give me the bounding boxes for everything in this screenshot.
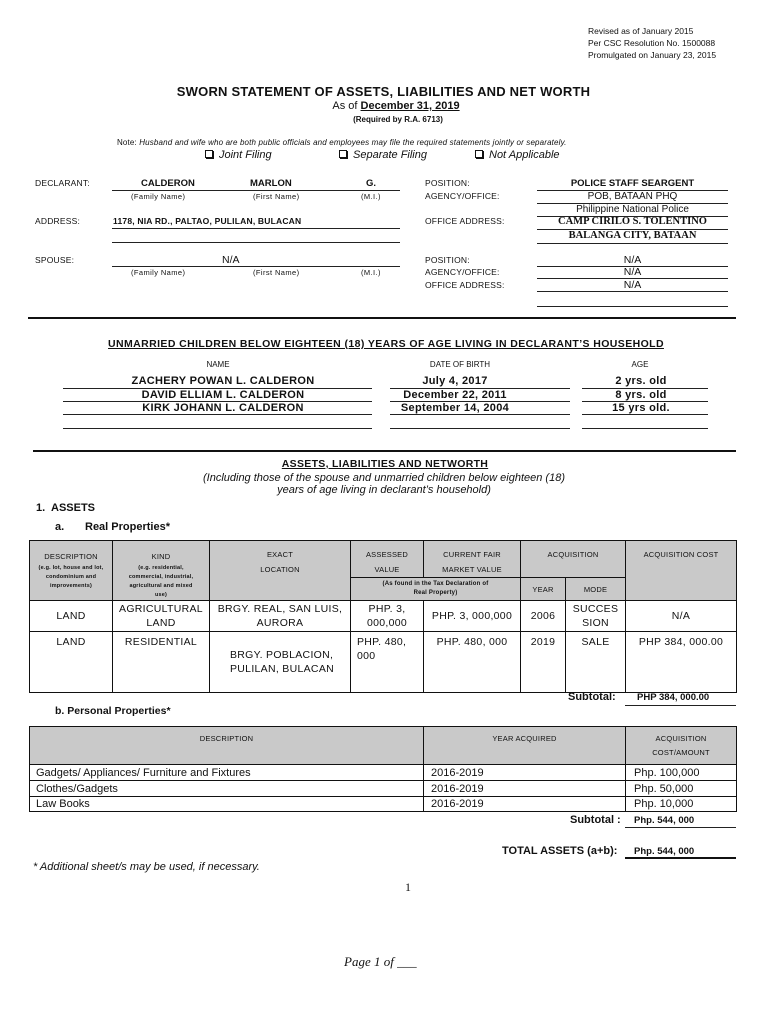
- tax-declaration-note: (As found in the Tax Declaration of Real Property): [382, 581, 489, 596]
- table-row: [30, 797, 737, 812]
- spouse-position-label: POSITION:: [425, 255, 470, 265]
- real-properties-header-row: [30, 541, 737, 578]
- personal-property-year: 2016-2019: [424, 765, 626, 781]
- property-acquisition-year: 2019: [521, 632, 566, 693]
- mode-header-label: MODE: [583, 584, 608, 594]
- spouse-office-address: N/A: [623, 279, 642, 291]
- office-address-label: OFFICE ADDRESS:: [425, 216, 505, 226]
- property-assessed-value: PHP. 3, 000,000: [351, 601, 424, 632]
- description-header: [30, 541, 113, 601]
- table-row: [30, 765, 737, 781]
- declarant-family-name: CALDERON: [141, 178, 195, 189]
- promulgation-note: Promulgated on January 23, 2015: [588, 50, 717, 60]
- property-location: BRGY. REAL, SAN LUIS, AURORA: [210, 601, 351, 632]
- personal-property-description: Law Books: [30, 797, 424, 812]
- real-properties-subtotal-underline: [625, 705, 736, 706]
- declarant-office-address-line2: BALANGA CITY, BATAAN: [568, 230, 697, 241]
- real-properties-letter: a.: [55, 521, 65, 533]
- child-row-line: [582, 401, 708, 402]
- property-description: LAND: [30, 601, 113, 632]
- children-name-header: NAME: [206, 360, 230, 369]
- separate-filing-option: [339, 149, 427, 162]
- declarant-name-underline: [112, 190, 400, 191]
- personal-cost-header: [626, 727, 737, 765]
- child-age: 2 yrs. old: [615, 375, 667, 387]
- personal-properties-subtotal-label: Subtotal :: [570, 814, 621, 826]
- property-acquisition-year: 2006: [521, 601, 566, 632]
- mode-header: [566, 578, 626, 601]
- table-row: [30, 632, 737, 693]
- child-age: 8 yrs. old: [615, 389, 667, 401]
- note-text: Husband and wife who are both public officials and employees may file the required statements jointly or separately.: [139, 138, 567, 147]
- personal-year-header-label: YEAR ACQUIRED: [492, 734, 557, 743]
- child-dob: December 22, 2011: [403, 389, 507, 401]
- personal-cost-header-line2: COST/AMOUNT: [652, 748, 710, 757]
- page-number: 1: [405, 880, 411, 894]
- family-name-caption: (Family Name): [131, 192, 186, 201]
- spouse-name: N/A: [222, 254, 240, 266]
- child-row-line: [390, 428, 570, 429]
- total-assets-value: Php. 544, 000: [634, 846, 695, 857]
- personal-year-header: [424, 727, 626, 765]
- year-header-label: YEAR: [532, 584, 554, 594]
- child-dob: July 4, 2017: [422, 375, 488, 387]
- not-applicable-option: [475, 149, 560, 162]
- year-header: [521, 578, 566, 601]
- table-row: [30, 781, 737, 797]
- declarant-first-name: MARLON: [250, 178, 292, 189]
- children-dob-header: DATE OF BIRTH: [429, 360, 491, 369]
- child-row-line: [390, 401, 570, 402]
- personal-property-year: 2016-2019: [424, 781, 626, 797]
- property-kind: AGRICULTURAL LAND: [113, 601, 210, 632]
- filing-note: [117, 138, 567, 148]
- fair-header-line2: MARKET VALUE: [442, 565, 502, 574]
- declarant-address: 1178, NIA RD., PALTAO, PULILAN, BULACAN: [113, 216, 302, 226]
- property-acquisition-mode: SALE: [566, 632, 626, 693]
- real-properties-heading: Real Properties*: [85, 521, 170, 533]
- section-divider-2: [33, 450, 736, 452]
- children-age-header: AGE: [631, 360, 649, 369]
- property-kind: RESIDENTIAL: [113, 632, 210, 693]
- kind-header-note: (e.g. residential, commercial, industrial, agricultural and mixed use): [128, 565, 194, 598]
- child-row-line: [63, 428, 372, 429]
- personal-properties-table: [29, 726, 737, 812]
- personal-properties-heading: b. Personal Properties*: [55, 705, 171, 717]
- not-applicable-label: Not Applicable: [489, 149, 560, 161]
- separate-filing-label: Separate Filing: [353, 149, 427, 161]
- description-header-label: DESCRIPTION: [44, 552, 98, 561]
- description-header-note: (e.g. lot, house and lot, condominium and improvements): [38, 565, 104, 589]
- assets-subtitle-line1: (Including those of the spouse and unmarried children below eighteen (18): [202, 472, 565, 484]
- child-row-line: [390, 414, 570, 415]
- child-dob: September 14, 2004: [400, 402, 510, 414]
- spouse-agency-label: AGENCY/OFFICE:: [425, 267, 500, 277]
- personal-description-header-label: DESCRIPTION: [199, 734, 254, 743]
- personal-property-cost: Php. 10,000: [626, 797, 737, 812]
- child-row-line: [582, 414, 708, 415]
- assessed-value-header: [351, 541, 424, 578]
- table-row: [30, 601, 737, 632]
- fair-header-line1: CURRENT FAIR: [443, 550, 501, 559]
- declarant-middle-initial: G.: [366, 178, 377, 189]
- joint-filing-checkbox: [205, 150, 213, 158]
- not-applicable-checkbox: [475, 150, 483, 158]
- kind-header: [113, 541, 210, 601]
- office-address-underline-2: [537, 243, 728, 244]
- spouse-name-underline: [112, 266, 400, 267]
- child-age: 15 yrs old.: [612, 402, 670, 414]
- note-label: Note:: [117, 138, 137, 147]
- required-by: (Required by R.A. 6713): [353, 115, 443, 124]
- personal-properties-subtotal-underline: [625, 827, 736, 828]
- total-assets-underline: [625, 857, 736, 859]
- spouse-family-name-caption: (Family Name): [131, 268, 186, 277]
- separate-filing-checkbox: [339, 150, 347, 158]
- spouse-office-address-label: OFFICE ADDRESS:: [425, 280, 505, 290]
- agency-label: AGENCY/OFFICE:: [425, 191, 500, 201]
- kind-header-label: KIND: [151, 552, 171, 561]
- property-fair-market-value: PHP. 480, 000: [424, 632, 521, 693]
- spouse-mi-caption: (M.I.): [361, 268, 381, 277]
- spouse-agency: N/A: [623, 266, 642, 278]
- tax-declaration-note-cell: [351, 578, 521, 601]
- child-name: DAVID ELLIAM L. CALDERON: [141, 389, 305, 401]
- child-row-line: [582, 428, 708, 429]
- real-properties-subtotal: PHP 384, 000.00: [637, 692, 710, 703]
- address-underline-2: [112, 242, 400, 243]
- personal-properties-header-row: [30, 727, 737, 765]
- joint-filing-label: Joint Filing: [219, 149, 272, 161]
- revision-note: Revised as of January 2015: [588, 26, 694, 36]
- property-acquisition-cost: PHP 384, 000.00: [626, 632, 737, 693]
- personal-property-cost: Php. 100,000: [626, 765, 737, 781]
- section-divider-1: [28, 317, 736, 319]
- total-assets-label: TOTAL ASSETS (a+b):: [502, 845, 618, 857]
- property-fair-market-value: PHP. 3, 000,000: [424, 601, 521, 632]
- child-name: ZACHERY POWAN L. CALDERON: [131, 375, 315, 387]
- personal-cost-header-line1: ACQUISITION: [655, 734, 707, 743]
- spouse-position: N/A: [623, 254, 642, 266]
- acquisition-cost-header-label: ACQUISITION COST: [643, 550, 719, 559]
- acquisition-header-label: ACQUISITION: [547, 550, 599, 559]
- property-description: LAND: [30, 632, 113, 693]
- address-label: ADDRESS:: [35, 216, 81, 226]
- location-header-line2: LOCATION: [260, 565, 300, 574]
- personal-description-header: [30, 727, 424, 765]
- child-row-line: [63, 414, 372, 415]
- assets-section-title: ASSETS, LIABILITIES AND NETWORTH: [281, 458, 489, 470]
- personal-property-description: Gadgets/ Appliances/ Furniture and Fixtures: [30, 765, 424, 781]
- personal-property-year: 2016-2019: [424, 797, 626, 812]
- declarant-agency-line1: POB, BATAAN PHQ: [587, 191, 678, 202]
- assets-subtitle-line2: years of age living in declarant’s household): [277, 484, 491, 496]
- as-of-date: December 31, 2019: [360, 100, 460, 112]
- personal-property-description: Clothes/Gadgets: [30, 781, 424, 797]
- spouse-office-address-underline-2: [537, 306, 728, 307]
- fair-market-value-header: [424, 541, 521, 578]
- spouse-office-address-underline-1: [537, 291, 728, 292]
- property-assessed-value: PHP. 480, 000: [351, 632, 424, 693]
- declarant-label: DECLARANT:: [35, 178, 90, 188]
- csc-resolution-note: Per CSC Resolution No. 1500088: [588, 38, 716, 48]
- location-header-line1: EXACT: [266, 550, 293, 559]
- property-acquisition-cost: N/A: [626, 601, 737, 632]
- acquisition-header: [521, 541, 626, 578]
- real-properties-subtotal-label: Subtotal:: [568, 691, 616, 703]
- mi-caption: (M.I.): [361, 192, 381, 201]
- spouse-label: SPOUSE:: [35, 255, 75, 265]
- property-location: BRGY. POBLACION, PULILAN, BULACAN: [210, 632, 351, 693]
- assessed-header-line2: VALUE: [374, 565, 400, 574]
- assets-number: 1.: [36, 502, 46, 514]
- assets-heading: ASSETS: [51, 502, 96, 514]
- child-row-line: [63, 388, 372, 389]
- child-row-line: [390, 388, 570, 389]
- declarant-office-address-line1: CAMP CIRILO S. TOLENTINO: [558, 216, 707, 227]
- child-row-line: [582, 388, 708, 389]
- location-header: [210, 541, 351, 601]
- declarant-position: POLICE STAFF SEARGENT: [570, 178, 695, 189]
- property-acquisition-mode: SUCCES SION: [566, 601, 626, 632]
- joint-filing-option: [205, 149, 272, 162]
- child-name: KIRK JOHANN L. CALDERON: [142, 402, 304, 414]
- personal-property-cost: Php. 50,000: [626, 781, 737, 797]
- declarant-agency-line2: Philippine National Police: [576, 204, 689, 215]
- additional-sheets-footnote: * Additional sheet/s may be used, if necessary.: [33, 861, 260, 873]
- children-section-title: UNMARRIED CHILDREN BELOW EIGHTEEN (18) YEARS OF AGE LIVING IN DECLARANT’S HOUSEHOLD: [108, 338, 664, 350]
- address-underline-1: [112, 228, 400, 229]
- page-of-indicator: Page 1 of ___: [344, 954, 417, 969]
- personal-properties-subtotal: Php. 544, 000: [634, 815, 695, 826]
- position-label: POSITION:: [425, 178, 470, 188]
- assessed-header-line1: ASSESSED: [365, 550, 409, 559]
- acquisition-cost-header: [626, 541, 737, 601]
- spouse-first-name-caption: (First Name): [253, 268, 300, 277]
- child-row-line: [63, 401, 372, 402]
- as-of-line: [24, 100, 768, 113]
- document-title: SWORN STATEMENT OF ASSETS, LIABILITIES AND NET WORTH: [176, 84, 591, 99]
- first-name-caption: (First Name): [253, 192, 300, 201]
- real-properties-table: [29, 540, 737, 693]
- as-of-prefix: As of: [332, 100, 358, 112]
